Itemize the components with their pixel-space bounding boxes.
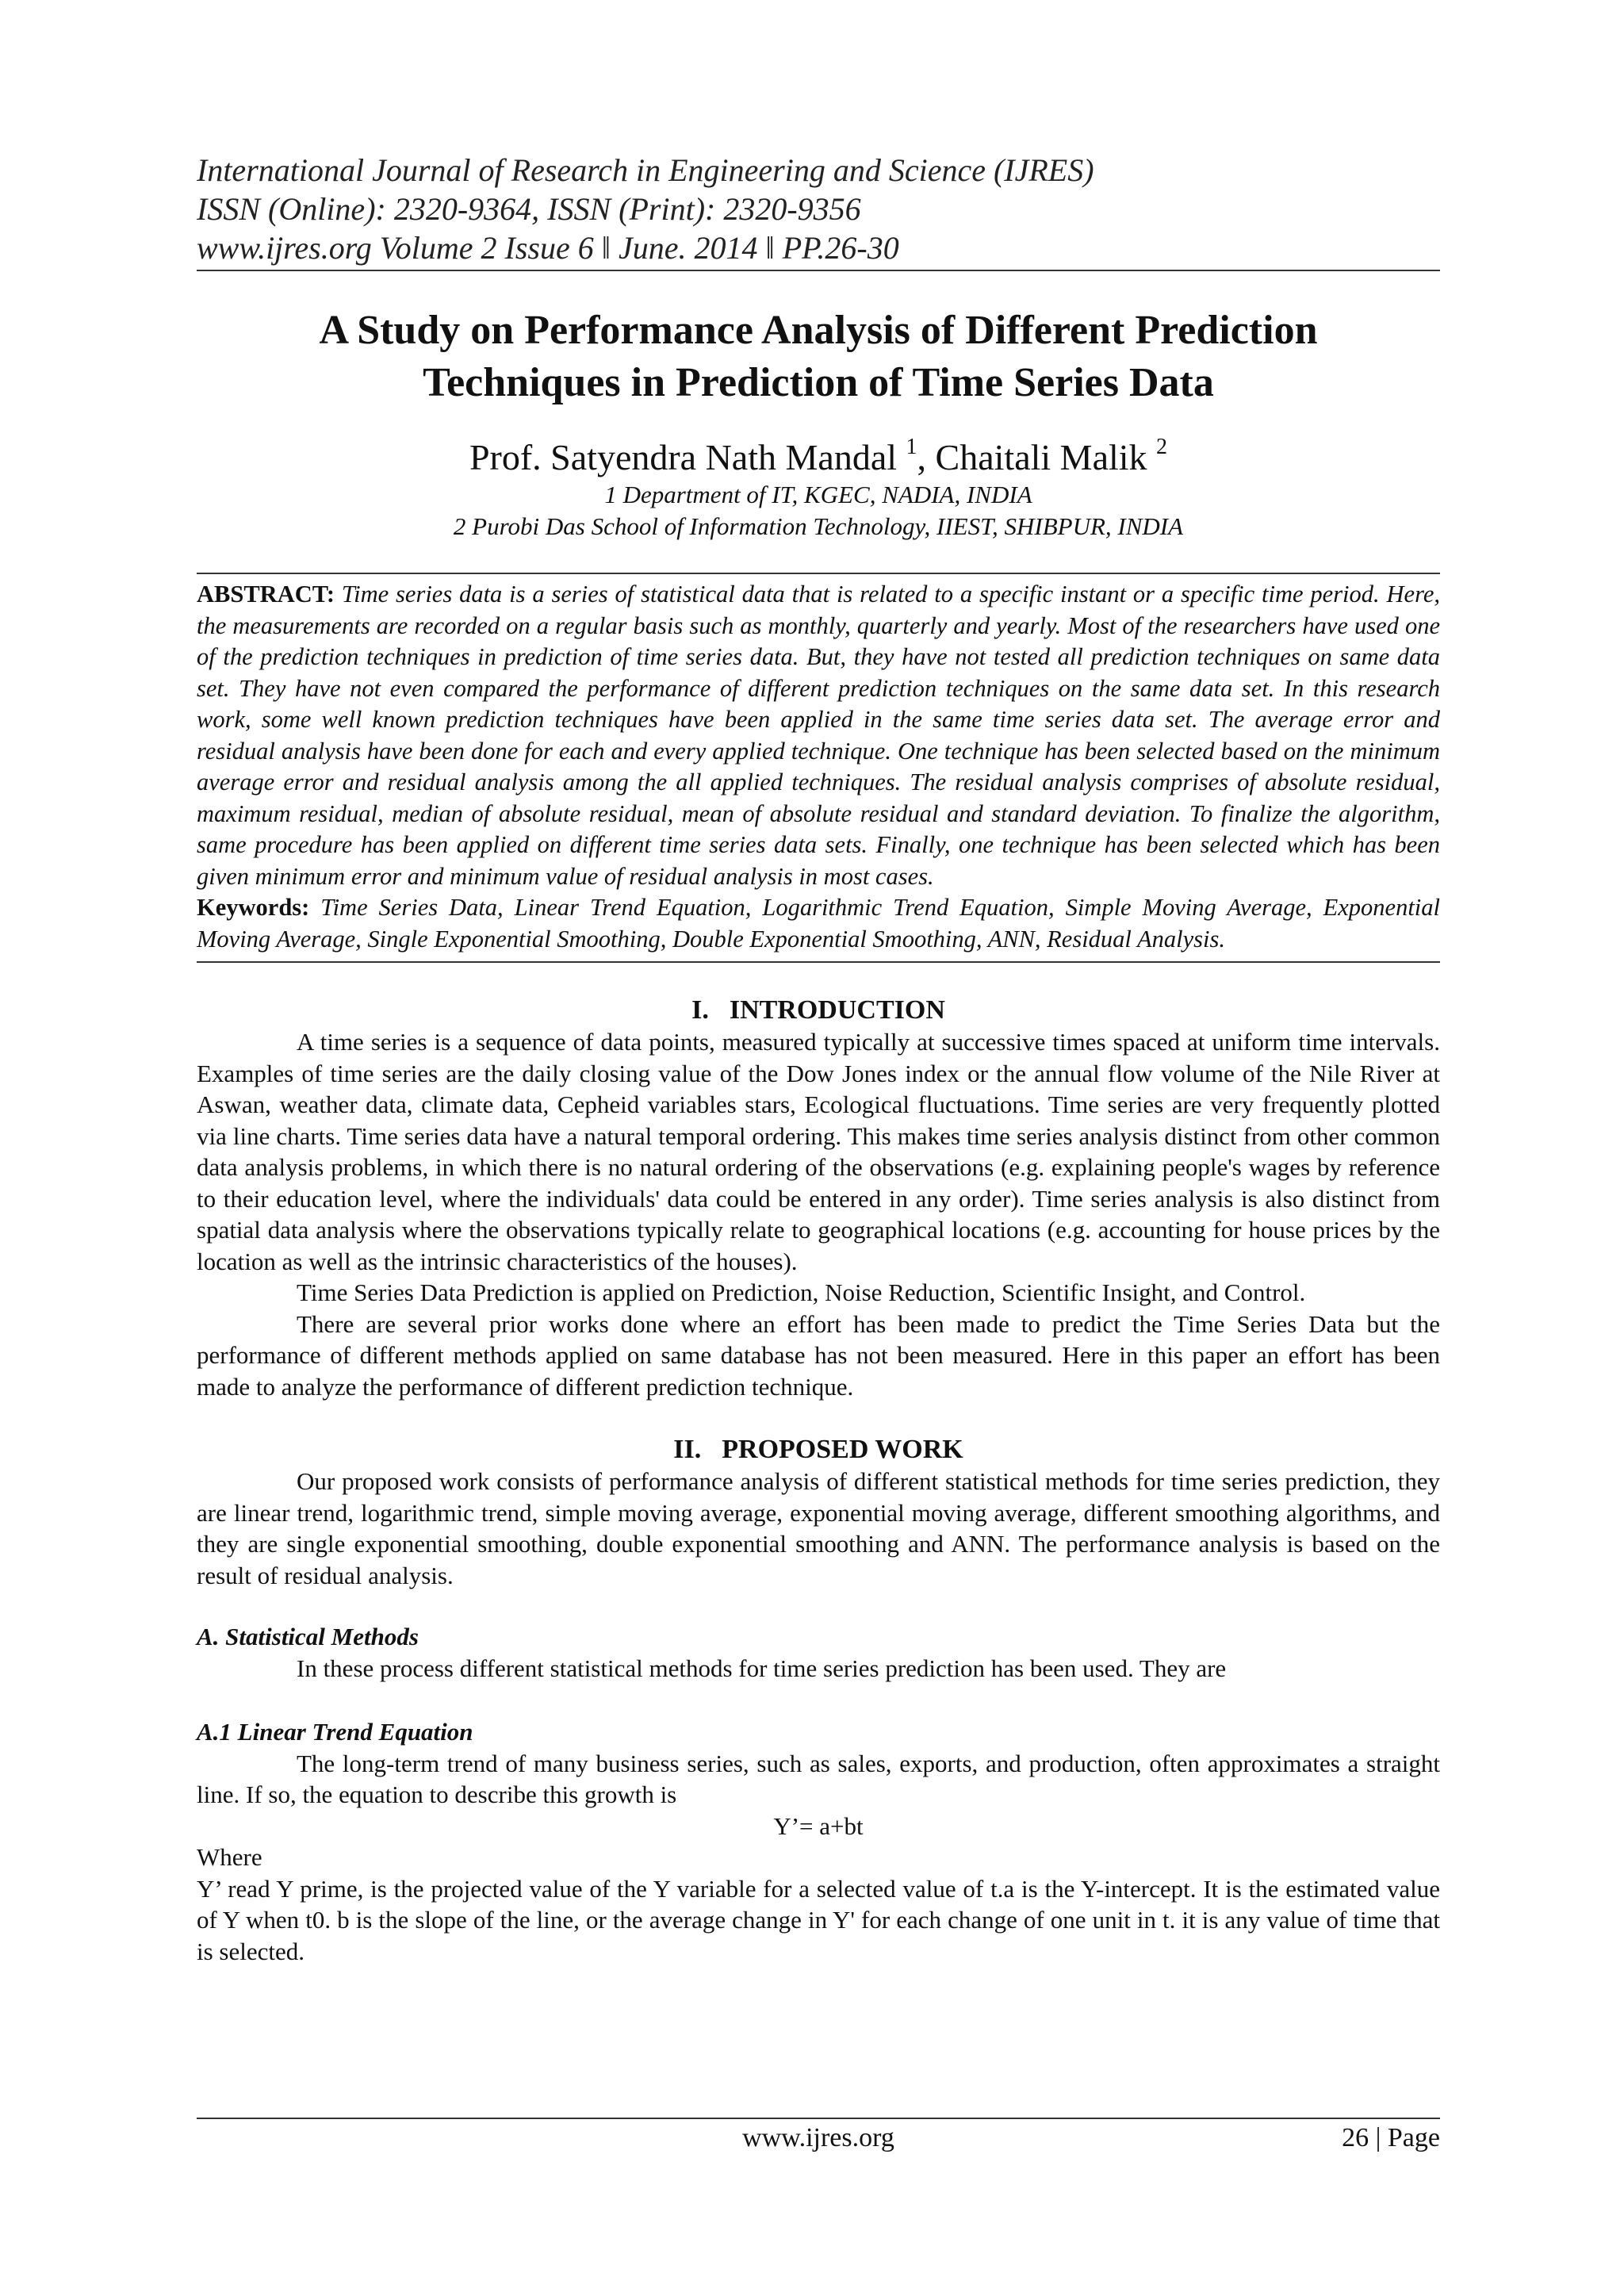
abstract-label: ABSTRACT:: [197, 581, 335, 608]
paper-title-line-1: A Study on Performance Analysis of Different Prediction: [319, 308, 1318, 353]
paragraph: Time Series Data Prediction is applied on Prediction, Noise Reduction, Scientific Insight, and Control.: [297, 1278, 1306, 1306]
journal-name: International Journal of Research in Engineering and Science (IJRES): [197, 152, 1094, 188]
journal-issn: ISSN (Online): 2320-9364, ISSN (Print): 2320-9356: [197, 191, 861, 227]
introduction-body: [197, 1026, 1440, 1402]
paper-title: [197, 305, 1440, 409]
journal-header: [197, 151, 1440, 267]
equation: Y’= a+bt: [773, 1811, 864, 1840]
abstract-bottom-divider: [197, 961, 1440, 963]
footer-divider: [197, 2118, 1440, 2119]
section-number: II.: [673, 1435, 702, 1464]
section-title: PROPOSED WORK: [722, 1435, 963, 1464]
subsection-heading-linear-trend: A.1 Linear Trend Equation: [197, 1718, 473, 1746]
keywords-paragraph: [197, 892, 1440, 955]
section-heading-introduction: [197, 995, 1440, 1026]
journal-volume: www.ijres.org Volume 2 Issue 6 ǁ June. 2014 ǁ PP.26-30: [197, 230, 899, 266]
section-number: I.: [691, 995, 709, 1025]
abstract-text: Time series data is a series of statistical data that is related to a specific instant or a specific time period. Here, the measurements are recorded on a regular basis such as monthly, quarterly and yearly. Most of the researchers have used one of the prediction techniques in prediction of time series data. But, they have not tested all prediction techniques on same data set. They have not even compared the performance of different prediction techniques on the same data set. In this research work, some well known prediction techniques have been applied in the same time series data set. The average error and residual analysis have been done for each and every applied technique. One technique has been selected based on the minimum average error and residual analysis among the all applied techniques. The residual analysis comprises of absolute residual, maximum residual, median of absolute residual, mean of absolute residual and standard deviation. To finalize the algorithm, same procedure has been applied on different time series data sets. Finally, one technique has been selected which has been given minimum error and minimum value of residual analysis in most cases.: [197, 581, 1440, 890]
keywords-label: Keywords:: [197, 894, 310, 921]
paragraph: Y’ read Y prime, is the projected value of the Y variable for a selected value of t.a is the Y-intercept. It is the estimated value of Y when t0. b is the slope of the line, or the average change in Y' for each change of one unit in t. it is any value of time that is selected.: [197, 1874, 1440, 1965]
footer-url: www.ijres.org: [742, 2123, 894, 2152]
paragraph: A time series is a sequence of data points, measured typically at successive times spaced at uniform time intervals. Examples of time series are the daily closing value of the Dow Jones index or the annual flow volume of the Nile River at Aswan, weather data, climate data, Cepheid variables stars, Ecological fluctuations. Time series are very frequently plotted via line charts. Time series data have a natural temporal ordering. This makes time series analysis distinct from other common data analysis problems, in which there is no natural ordering of the observations (e.g. explaining people's wages by reference to their education level, where the individuals' data could be entered in any order). Time series analysis is also distinct from spatial data analysis where the observations typically relate to geographical locations (e.g. accounting for house prices by the location as well as the intrinsic characteristics of the houses).: [197, 1028, 1440, 1275]
author-list: [197, 436, 1440, 479]
where-label: Where: [197, 1843, 262, 1871]
paragraph: There are several prior works done where an effort has been made to predict the Time Series Data but the performance of different methods applied on same database has not been measured. Here in this paper an effort has been made to analyze the performance of different prediction technique.: [197, 1309, 1440, 1401]
author-name: Chaitali Malik: [935, 437, 1147, 477]
linear-trend-body: [197, 1748, 1440, 1968]
abstract: [197, 579, 1440, 955]
keywords-text: Time Series Data, Linear Trend Equation, Logarithmic Trend Equation, Simple Moving Average, Exponential Moving Average, Single Exponential Smoothing, Double Exponential Smoothing, ANN, Residual Analysis.: [197, 894, 1440, 953]
abstract-top-divider: [197, 573, 1440, 574]
abstract-paragraph: [197, 579, 1440, 892]
subsection-heading-statistical-methods: A. Statistical Methods: [197, 1623, 419, 1650]
affiliation-marker: 2: [1156, 435, 1168, 459]
affiliation-1: 1 Department of IT, KGEC, NADIA, INDIA: [604, 481, 1032, 508]
affiliation-2: 2 Purobi Das School of Information Technology, IIEST, SHIBPUR, INDIA: [453, 512, 1184, 540]
page-number: 26 | Page: [1342, 2123, 1440, 2152]
header-divider: [197, 270, 1440, 271]
affiliation-marker: 1: [906, 435, 917, 459]
section-title: INTRODUCTION: [729, 995, 945, 1025]
proposed-work-body: [197, 1466, 1440, 1591]
paragraph: The long-term trend of many business series, such as sales, exports, and production, often approximates a straight line. If so, the equation to describe this growth is: [197, 1749, 1440, 1808]
author-name: Prof. Satyendra Nath Mandal: [469, 437, 898, 477]
paper-page: [197, 151, 1440, 1967]
section-heading-proposed-work: [197, 1434, 1440, 1466]
author-separator: ,: [917, 437, 936, 477]
statistical-methods-body: [197, 1653, 1440, 1685]
paragraph: In these process different statistical methods for time series prediction has been used. They are: [297, 1654, 1227, 1682]
paper-title-line-2: Techniques in Prediction of Time Series Data: [423, 360, 1214, 405]
paragraph: Our proposed work consists of performance analysis of different statistical methods for time series prediction, they are linear trend, logarithmic trend, simple moving average, exponential moving average, different smoothing algorithms, and they are single exponential smoothing, double exponential smoothing and ANN. The performance analysis is based on the result of residual analysis.: [197, 1467, 1440, 1589]
